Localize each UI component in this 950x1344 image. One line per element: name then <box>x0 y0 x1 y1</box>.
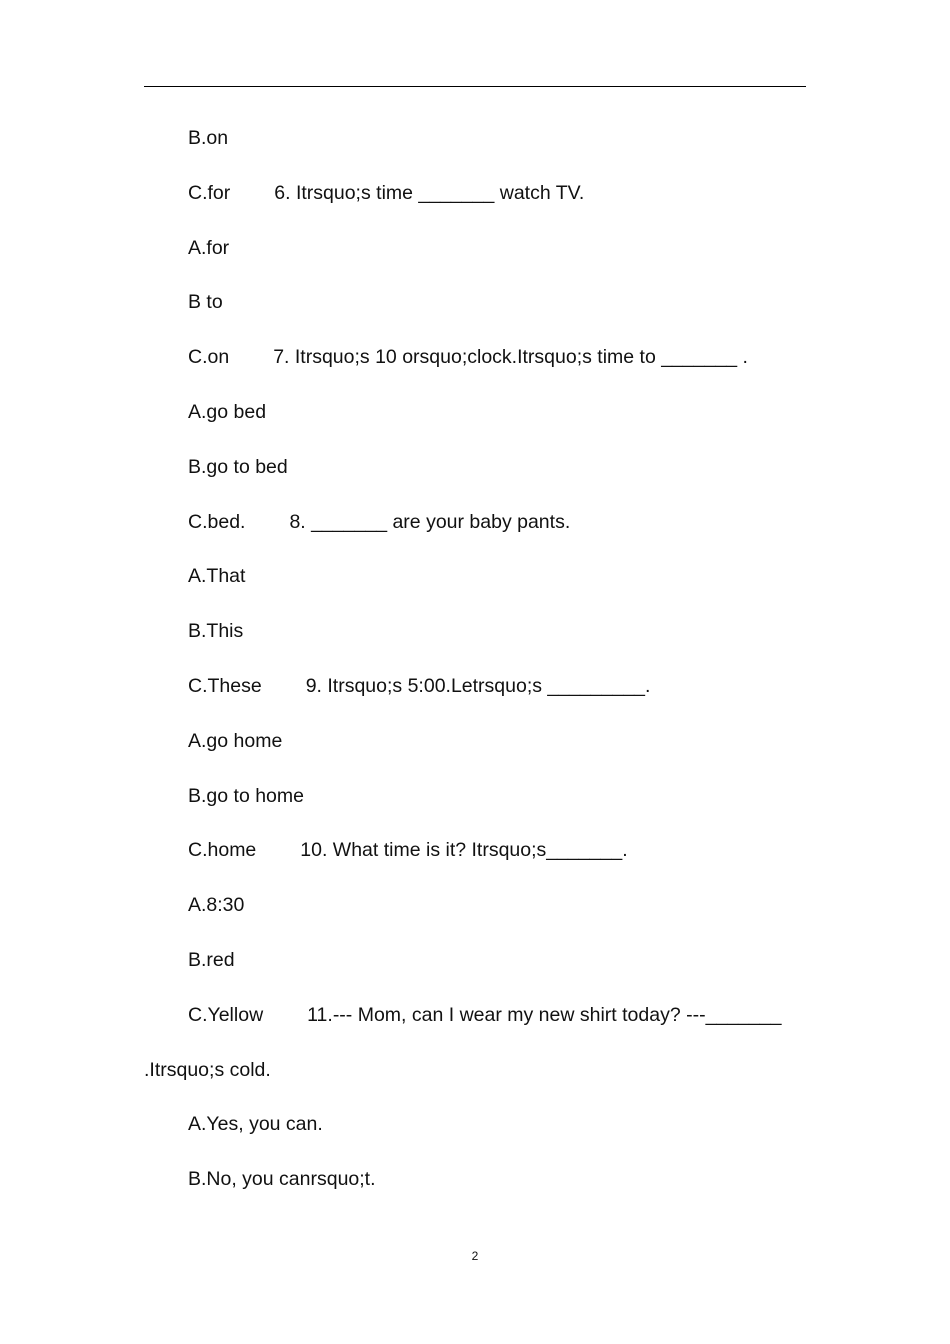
option-text: A.That <box>188 565 246 588</box>
option-text: A.Yes, you can. <box>188 1113 323 1136</box>
answer-option <box>144 604 806 659</box>
option-text: A.go home <box>188 729 283 752</box>
question-text: 9. Itrsquo;s 5:00.Letrsquo;s _________. <box>305 674 651 697</box>
answer-option <box>144 1152 806 1207</box>
option-text: C.for <box>188 181 231 204</box>
answer-option <box>144 1097 806 1152</box>
question-text: 7. Itrsquo;s 10 orsquo;clock.Itrsquo;s time to _______ . <box>273 346 748 369</box>
answer-option <box>144 769 806 824</box>
answer-option <box>144 878 806 933</box>
option-text: B.go to home <box>188 784 304 807</box>
option-text: B.red <box>188 948 235 971</box>
answer-option <box>144 440 806 495</box>
option-text: B.This <box>188 620 244 643</box>
question-text: 10. What time is it? Itrsquo;s_______. <box>300 839 628 862</box>
answer-option <box>144 111 806 166</box>
answer-option <box>144 549 806 604</box>
option-text: B to <box>188 291 223 314</box>
answer-option-with-question <box>144 659 806 714</box>
option-text: C.home <box>188 839 257 862</box>
answer-option <box>144 933 806 988</box>
question-text: 8. _______ are your baby pants. <box>289 510 571 533</box>
option-text: A.for <box>188 236 230 259</box>
option-text: C.bed. <box>188 510 246 533</box>
answer-option-with-question <box>144 495 806 550</box>
answer-option-with-question <box>144 823 806 878</box>
question-text: 6. Itrsquo;s time _______ watch TV. <box>274 181 585 204</box>
answer-option <box>144 221 806 276</box>
header-rule <box>144 86 806 87</box>
option-text: A.go bed <box>188 400 267 423</box>
continuation-text: .Itrsquo;s cold. <box>144 1058 271 1081</box>
option-text: C.on <box>188 346 230 369</box>
option-text: C.Yellow <box>188 1003 264 1026</box>
answer-option <box>144 714 806 769</box>
question-continuation <box>144 1043 806 1098</box>
option-text: B.No, you canrsquo;t. <box>188 1168 376 1191</box>
answer-option <box>144 275 806 330</box>
option-text: B.on <box>188 127 229 149</box>
answer-option <box>144 385 806 440</box>
answer-option-with-question <box>144 988 806 1043</box>
answer-option-with-question <box>144 166 806 221</box>
page-number: 2 <box>471 1249 479 1263</box>
page-content <box>144 111 806 1207</box>
option-text: B.go to bed <box>188 455 288 478</box>
question-text: 11.--- Mom, can I wear my new shirt today? ---_______ <box>307 1003 782 1026</box>
option-text: C.These <box>188 674 262 697</box>
option-text: A.8:30 <box>188 894 245 917</box>
answer-option-with-question <box>144 330 806 385</box>
